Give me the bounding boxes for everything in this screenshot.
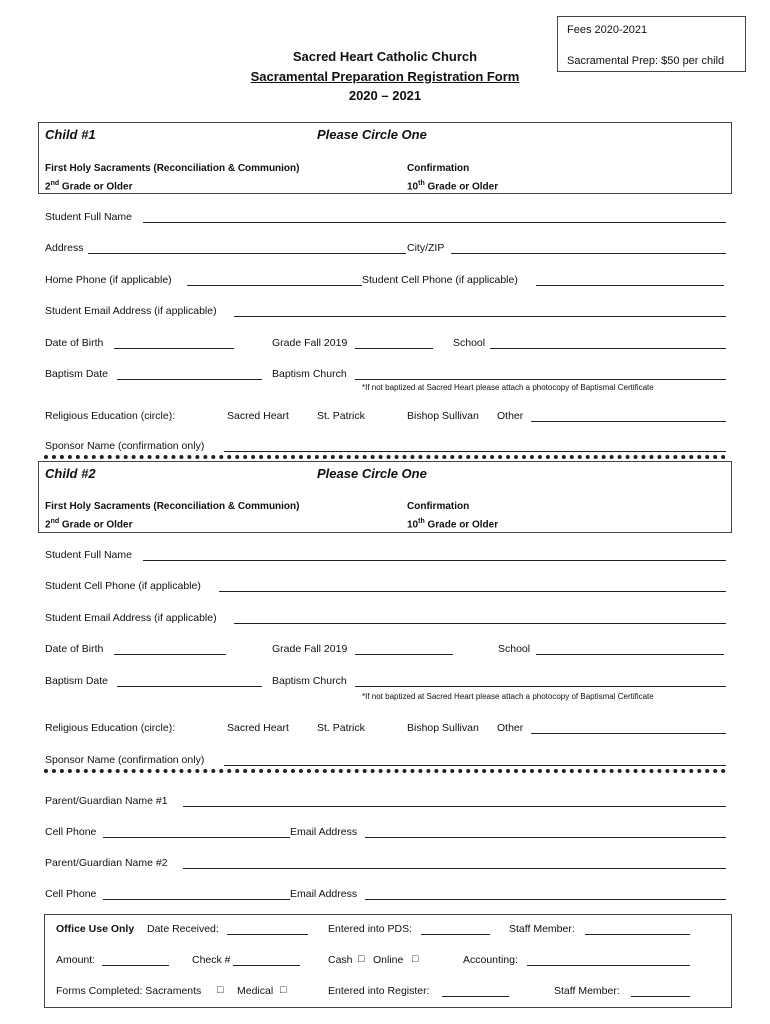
child2-rel-ed-other-field[interactable] — [531, 733, 726, 734]
child1-conf-rest: Grade or Older — [424, 181, 499, 193]
parent1-name-field[interactable] — [183, 806, 726, 807]
child1-rel-ed-other[interactable]: Other — [497, 410, 524, 422]
child1-home-phone-field[interactable] — [187, 285, 362, 286]
staff-member-2-field[interactable] — [631, 996, 690, 997]
check-label: Check # — [192, 954, 231, 966]
parent2-cell-label: Cell Phone — [45, 888, 97, 900]
child2-baptism-church-field[interactable] — [355, 686, 726, 687]
section-divider-1 — [44, 455, 726, 459]
child2-full-name-label: Student Full Name — [45, 549, 132, 561]
child1-sacraments-option[interactable] — [45, 161, 299, 194]
child2-rel-ed-bishop-sullivan[interactable]: Bishop Sullivan — [407, 722, 479, 734]
child1-sac-sup: nd — [50, 180, 60, 187]
child2-rel-ed-other[interactable]: Other — [497, 722, 524, 734]
entered-pds-field[interactable] — [421, 934, 490, 935]
parent2-email-label: Email Address — [290, 888, 358, 900]
child1-city-label: City/ZIP — [407, 242, 445, 254]
child1-baptism-church-label: Baptism Church — [272, 368, 347, 380]
child2-sac-num: 2 — [45, 519, 51, 531]
date-received-field[interactable] — [227, 934, 308, 935]
child1-address-field[interactable] — [88, 253, 406, 254]
child1-sac-grade — [45, 176, 299, 194]
parent2-cell-field[interactable] — [103, 899, 290, 900]
child2-title: Child #2 — [45, 466, 96, 481]
child2-dob-label: Date of Birth — [45, 643, 104, 655]
child2-baptism-note: *If not baptized at Sacred Heart please attach a photocopy of Baptismal Certificate — [362, 692, 654, 701]
child2-baptism-date-field[interactable] — [117, 686, 262, 687]
child1-conf-sup: th — [418, 180, 425, 187]
child2-sac-grade — [45, 514, 299, 532]
child1-school-field[interactable] — [490, 348, 726, 349]
child2-full-name-field[interactable] — [143, 560, 726, 561]
fees-prep: Sacramental Prep: $50 per child — [567, 55, 725, 67]
child1-conf-grade — [407, 176, 498, 194]
cash-label: Cash — [328, 954, 353, 966]
child1-confirmation-option[interactable] — [407, 161, 498, 194]
parent1-cell-label: Cell Phone — [45, 826, 97, 838]
child2-header-box — [38, 461, 732, 533]
parent1-email-field[interactable] — [365, 837, 726, 838]
child1-full-name-label: Student Full Name — [45, 211, 132, 223]
parent2-email-field[interactable] — [365, 899, 726, 900]
form-title: Sacramental Preparation Registration Form — [250, 69, 520, 84]
entered-pds-label: Entered into PDS: — [328, 923, 413, 935]
staff-member-1-field[interactable] — [585, 934, 690, 935]
child2-conf-rest: Grade or Older — [424, 519, 499, 531]
child1-circle-one: Please Circle One — [317, 127, 427, 142]
entered-register-field[interactable] — [442, 996, 509, 997]
child2-baptism-church-label: Baptism Church — [272, 675, 347, 687]
child2-rel-ed-label: Religious Education (circle): — [45, 722, 176, 734]
section-divider-2 — [44, 769, 726, 773]
child1-email-label: Student Email Address (if applicable) — [45, 305, 217, 317]
child1-dob-label: Date of Birth — [45, 337, 104, 349]
office-use-title — [56, 923, 134, 935]
child2-cell-phone-label: Student Cell Phone (if applicable) — [45, 580, 201, 592]
child2-sac-label: First Holy Sacraments (Reconciliation & Communion) — [45, 501, 300, 512]
child1-sponsor-field[interactable] — [224, 451, 726, 452]
child2-rel-ed-st-patrick[interactable]: St. Patrick — [317, 722, 365, 734]
child1-city-field[interactable] — [451, 253, 726, 254]
child2-conf-sup: th — [418, 518, 425, 525]
child1-baptism-date-label: Baptism Date — [45, 368, 109, 380]
child2-sacraments-option[interactable] — [45, 499, 299, 532]
child2-conf-num: 10 — [407, 519, 419, 531]
child2-dob-field[interactable] — [114, 654, 226, 655]
child1-cell-phone-label: Student Cell Phone (if applicable) — [362, 274, 518, 286]
medical-label: Medical — [237, 985, 274, 997]
child1-sac-label: First Holy Sacraments (Reconciliation & Communion) — [45, 163, 300, 174]
child1-rel-ed-st-patrick[interactable]: St. Patrick — [317, 410, 365, 422]
child2-grade-label: Grade Fall 2019 — [272, 643, 348, 655]
child1-rel-ed-bishop-sullivan[interactable]: Bishop Sullivan — [407, 410, 479, 422]
child2-sac-sup: nd — [50, 518, 60, 525]
child2-email-label: Student Email Address (if applicable) — [45, 612, 217, 624]
child1-sac-num: 2 — [45, 181, 51, 193]
parent2-name-label: Parent/Guardian Name #2 — [45, 857, 168, 869]
church-name: Sacred Heart Catholic Church — [292, 49, 478, 64]
check-field[interactable] — [233, 965, 300, 966]
child1-dob-field[interactable] — [114, 348, 234, 349]
child1-baptism-date-field[interactable] — [117, 379, 262, 380]
child2-confirmation-option[interactable] — [407, 499, 498, 532]
child2-baptism-date-label: Baptism Date — [45, 675, 109, 687]
child1-conf-num: 10 — [407, 181, 419, 193]
child1-conf-label: Confirmation — [407, 163, 470, 174]
child1-school-label: School — [453, 337, 486, 349]
child2-sponsor-label: Sponsor Name (confirmation only) — [45, 754, 205, 766]
child1-email-field[interactable] — [234, 316, 726, 317]
child1-sac-rest: Grade or Older — [59, 181, 133, 193]
online-checkbox[interactable]: □ — [412, 953, 419, 965]
medical-checkbox[interactable]: □ — [280, 984, 287, 996]
child1-header-box — [38, 122, 732, 194]
child1-full-name-field[interactable] — [143, 222, 726, 223]
child2-sponsor-field[interactable] — [224, 765, 726, 766]
staff-member-1-label: Staff Member: — [509, 923, 575, 935]
child2-rel-ed-sacred-heart[interactable]: Sacred Heart — [227, 722, 289, 734]
child1-home-phone-label: Home Phone (if applicable) — [45, 274, 172, 286]
child2-school-field[interactable] — [536, 654, 724, 655]
parent1-email-label: Email Address — [290, 826, 358, 838]
child1-address-label: Address — [45, 242, 84, 254]
office-use-box — [44, 914, 732, 1008]
amount-field[interactable] — [102, 965, 169, 966]
cash-checkbox[interactable]: □ — [358, 953, 365, 965]
child2-conf-grade — [407, 514, 498, 532]
child1-rel-ed-sacred-heart[interactable]: Sacred Heart — [227, 410, 289, 422]
child2-school-label: School — [498, 643, 531, 655]
child1-cell-phone-field[interactable] — [536, 285, 724, 286]
forms-completed-label: Forms Completed: Sacraments — [56, 985, 202, 997]
fees-title: Fees 2020-2021 — [567, 24, 648, 36]
child2-conf-label: Confirmation — [407, 501, 470, 512]
child1-rel-ed-label: Religious Education (circle): — [45, 410, 176, 422]
child1-baptism-church-field[interactable] — [355, 379, 726, 380]
child2-cell-phone-field[interactable] — [219, 591, 726, 592]
child1-title: Child #1 — [45, 127, 96, 142]
child1-sponsor-label: Sponsor Name (confirmation only) — [45, 440, 205, 452]
child2-sac-rest: Grade or Older — [59, 519, 133, 531]
child1-grade-field[interactable] — [355, 348, 433, 349]
child2-email-field[interactable] — [234, 623, 726, 624]
child2-grade-field[interactable] — [355, 654, 453, 655]
child2-circle-one: Please Circle One — [317, 466, 427, 481]
date-received-label: Date Received: — [147, 923, 219, 935]
parent2-name-field[interactable] — [183, 868, 726, 869]
online-label: Online — [373, 954, 404, 966]
accounting-field[interactable] — [527, 965, 690, 966]
parent1-name-label: Parent/Guardian Name #1 — [45, 795, 168, 807]
staff-member-2-label: Staff Member: — [554, 985, 620, 997]
office-use-title-text: Office Use Only — [56, 923, 135, 935]
child1-rel-ed-other-field[interactable] — [531, 421, 726, 422]
form-year: 2020 – 2021 — [348, 88, 422, 103]
sacraments-checkbox[interactable]: □ — [217, 984, 224, 996]
parent1-cell-field[interactable] — [103, 837, 290, 838]
child1-baptism-note: *If not baptized at Sacred Heart please attach a photocopy of Baptismal Certificate — [362, 383, 654, 392]
accounting-label: Accounting: — [463, 954, 518, 966]
amount-label: Amount: — [56, 954, 96, 966]
child1-grade-label: Grade Fall 2019 — [272, 337, 348, 349]
entered-register-label: Entered into Register: — [328, 985, 430, 997]
